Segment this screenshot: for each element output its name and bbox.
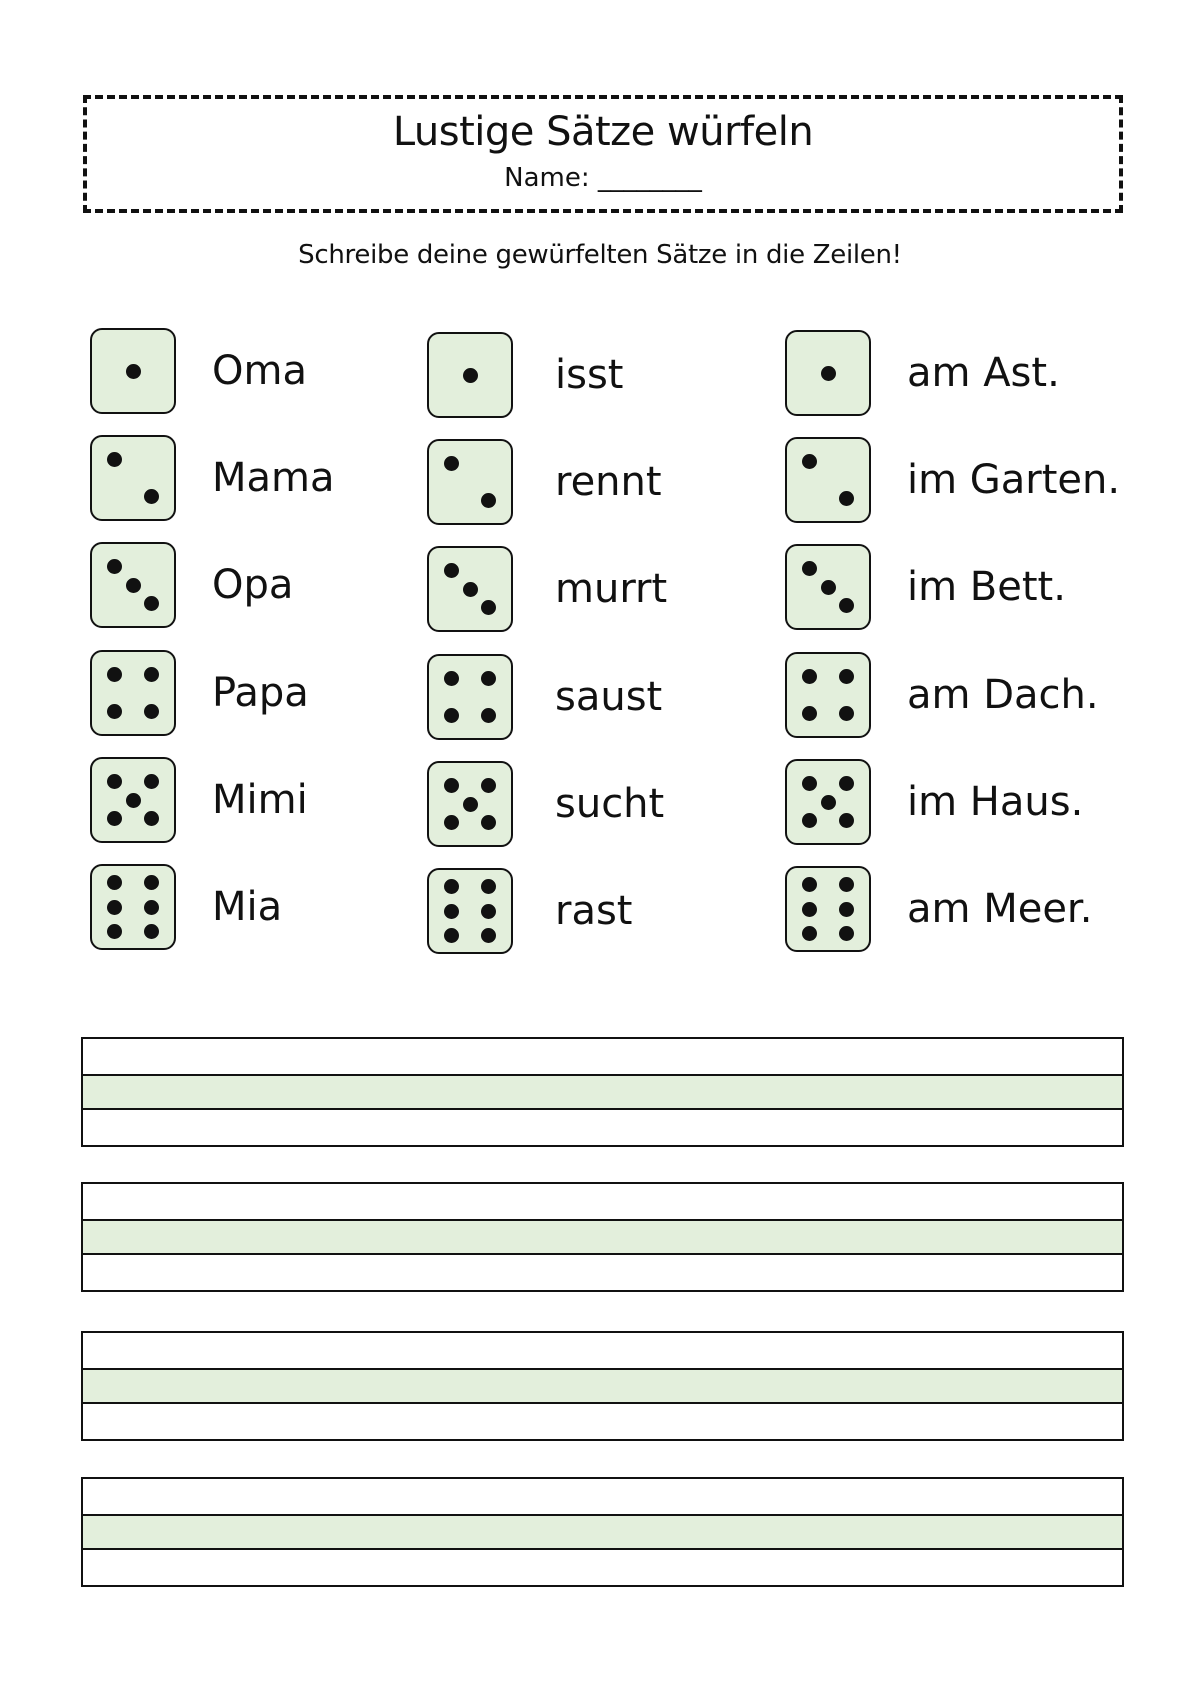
writing-line-midband	[83, 1074, 1122, 1110]
die-pip	[839, 926, 854, 941]
word-col1-row3: Opa	[212, 562, 294, 608]
die-pip	[144, 489, 159, 504]
die-pip	[463, 582, 478, 597]
word-col2-row4: saust	[555, 674, 663, 720]
die-pip	[107, 774, 122, 789]
die-pip	[107, 704, 122, 719]
die-pip	[444, 708, 459, 723]
die-pip	[481, 708, 496, 723]
die-pip	[144, 924, 159, 939]
word-col2-row1: isst	[555, 352, 624, 398]
die-6	[785, 866, 871, 952]
die-pip	[481, 600, 496, 615]
writing-line-midband	[83, 1368, 1122, 1404]
die-pip	[444, 456, 459, 471]
die-pip	[463, 797, 478, 812]
die-pip	[481, 904, 496, 919]
die-pip	[802, 813, 817, 828]
die-pip	[821, 366, 836, 381]
word-col2-row5: sucht	[555, 781, 665, 827]
die-pip	[144, 596, 159, 611]
word-col1-row2: Mama	[212, 455, 335, 501]
name-field-label[interactable]: Name: ________	[504, 163, 702, 193]
word-col2-row2: rennt	[555, 459, 662, 505]
die-3	[90, 542, 176, 628]
die-pip	[802, 902, 817, 917]
die-pip	[444, 778, 459, 793]
die-pip	[481, 671, 496, 686]
word-col2-row6: rast	[555, 888, 633, 934]
die-2	[785, 437, 871, 523]
word-col3-row6: am Meer.	[907, 886, 1093, 932]
word-col1-row1: Oma	[212, 348, 307, 394]
writing-line-4[interactable]	[81, 1477, 1124, 1587]
word-col3-row3: im Bett.	[907, 564, 1066, 610]
page-title: Lustige Sätze würfeln	[392, 109, 814, 155]
die-pip	[144, 704, 159, 719]
die-pip	[444, 904, 459, 919]
die-pip	[444, 671, 459, 686]
die-pip	[839, 669, 854, 684]
die-3	[785, 544, 871, 630]
die-pip	[821, 580, 836, 595]
die-pip	[481, 493, 496, 508]
word-col3-row4: am Dach.	[907, 672, 1099, 718]
die-1	[90, 328, 176, 414]
die-pip	[144, 811, 159, 826]
word-col1-row6: Mia	[212, 884, 283, 930]
die-5	[427, 761, 513, 847]
word-col3-row1: am Ast.	[907, 350, 1060, 396]
die-pip	[839, 902, 854, 917]
die-6	[90, 864, 176, 950]
word-col3-row5: im Haus.	[907, 779, 1084, 825]
writing-line-midband	[83, 1514, 1122, 1550]
die-pip	[107, 875, 122, 890]
word-col1-row5: Mimi	[212, 777, 308, 823]
die-1	[785, 330, 871, 416]
die-pip	[444, 879, 459, 894]
die-2	[427, 439, 513, 525]
die-pip	[839, 706, 854, 721]
die-pip	[126, 364, 141, 379]
die-pip	[144, 667, 159, 682]
writing-line-2[interactable]	[81, 1182, 1124, 1292]
die-pip	[107, 900, 122, 915]
writing-line-1[interactable]	[81, 1037, 1124, 1147]
writing-line-3[interactable]	[81, 1331, 1124, 1441]
die-5	[785, 759, 871, 845]
die-pip	[839, 491, 854, 506]
die-pip	[802, 706, 817, 721]
die-pip	[107, 667, 122, 682]
die-1	[427, 332, 513, 418]
die-pip	[144, 774, 159, 789]
word-col3-row2: im Garten.	[907, 457, 1121, 503]
die-pip	[126, 793, 141, 808]
die-pip	[107, 924, 122, 939]
die-pip	[463, 368, 478, 383]
die-pip	[144, 900, 159, 915]
die-pip	[481, 778, 496, 793]
die-pip	[481, 815, 496, 830]
writing-line-midband	[83, 1219, 1122, 1255]
die-pip	[802, 669, 817, 684]
die-pip	[839, 598, 854, 613]
die-pip	[481, 879, 496, 894]
die-pip	[839, 776, 854, 791]
die-pip	[839, 877, 854, 892]
die-pip	[444, 928, 459, 943]
die-pip	[802, 561, 817, 576]
instruction-text: Schreibe deine gewürfelten Sätze in die Zeilen!	[298, 240, 902, 270]
die-pip	[802, 776, 817, 791]
word-col1-row4: Papa	[212, 670, 309, 716]
die-pip	[107, 452, 122, 467]
die-pip	[107, 559, 122, 574]
die-pip	[839, 813, 854, 828]
die-5	[90, 757, 176, 843]
word-col2-row3: murrt	[555, 566, 668, 612]
die-3	[427, 546, 513, 632]
die-pip	[802, 877, 817, 892]
die-6	[427, 868, 513, 954]
die-pip	[444, 815, 459, 830]
die-pip	[144, 875, 159, 890]
die-pip	[802, 454, 817, 469]
die-4	[90, 650, 176, 736]
die-4	[785, 652, 871, 738]
die-pip	[481, 928, 496, 943]
die-pip	[126, 578, 141, 593]
die-pip	[107, 811, 122, 826]
die-pip	[444, 563, 459, 578]
die-pip	[802, 926, 817, 941]
die-4	[427, 654, 513, 740]
die-pip	[821, 795, 836, 810]
title-box	[83, 95, 1123, 213]
die-2	[90, 435, 176, 521]
